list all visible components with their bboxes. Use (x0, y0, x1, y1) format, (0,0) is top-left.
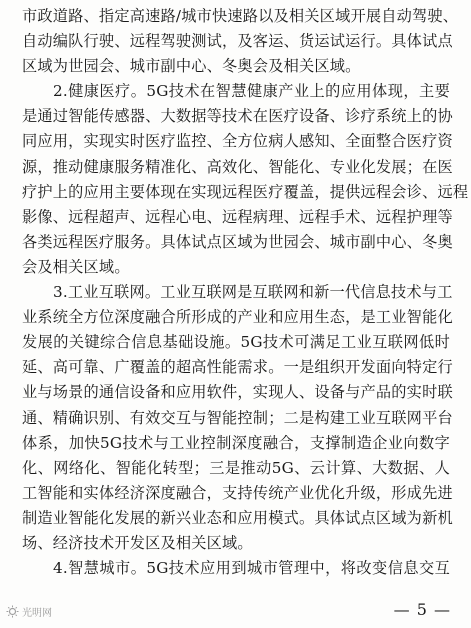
watermark-text: 光明网 (22, 608, 52, 619)
text-line: 是通过智能传感器、大数据等技术在医疗设备、诊疗系统上的协 (22, 107, 453, 126)
text-line: 工智能和实体经济深度融合，支持传统产业优化升级，形成先进 (22, 483, 453, 502)
paragraph-heading-industrial-internet: 3.工业互联网。工业互联网是互联网和新一代信息技术与工 (53, 283, 453, 302)
page-footer (0, 600, 471, 624)
text-line: 体系，加快5G技术与工业控制深度融合，支撑制造企业向数字 (22, 433, 450, 452)
text-line: 通、精确识别、有效交互与智能控制；二是构建工业互联网平台 (22, 408, 453, 427)
text-line: 业与场景的通信设备和应用软件，实现人、设备与产品的实时联 (22, 383, 453, 402)
text-line: 区域为世园会、城市副中心、冬奥会及相关区域。 (22, 57, 361, 76)
text-line: 各类远程医疗服务。具体试点区域为世园会、城市副中心、冬奥 (22, 232, 453, 251)
text-line: 市政道路、指定高速路/城市快速路以及相关区域开展自动驾驶、 (22, 7, 459, 25)
text-line: 影像、远程超声、远程心电、远程病理、远程手术、远程护理等 (22, 207, 453, 226)
text-line: 自动编队行驶、远程驾驶测试，及客运、货运试运行。具体试点 (22, 32, 453, 51)
text-line: 源，推动健康服务精准化、高效化、智能化、专业化发展；在医 (22, 157, 453, 176)
text-line: 化、网络化、智能化转型；三是推动5G、云计算、大数据、人 (22, 458, 450, 477)
text-line: 场、经济技术开发区及相关区域。 (22, 533, 253, 552)
text-line: 业系统全方位深度融合所形成的产业和应用生态，是工业智能化 (22, 308, 453, 327)
text-line: 会及相关区域。 (22, 257, 130, 276)
paragraph-heading-health: 2.健康医疗。5G技术在智慧健康产业上的应用体现，主要 (53, 82, 450, 101)
body-text (22, 4, 469, 581)
text-line: 制造业智能化发展的新兴业态和应用模式。具体试点区域为新机 (22, 508, 453, 527)
text-line: 同应用，实现实时医疗监控、全方位病人感知、全面整合医疗资 (22, 132, 453, 151)
watermark (6, 604, 52, 619)
text-line: 延、高可靠、广覆盖的超高性能需求。一是组织开发面向特定行 (22, 358, 453, 377)
text-line: 发展的关键综合信息基础设施。5G技术可满足工业互联网低时 (22, 333, 450, 352)
paragraph-heading-smart-city: 4.智慧城市。5G技术应用到城市管理中，将改变信息交互 (53, 559, 450, 578)
text-line: 疗护上的应用主要体现在实现远程医疗覆盖，提供远程会诊、远程 (22, 182, 469, 201)
page-number: — 5 — (393, 600, 451, 619)
sun-logo-icon (6, 605, 19, 618)
